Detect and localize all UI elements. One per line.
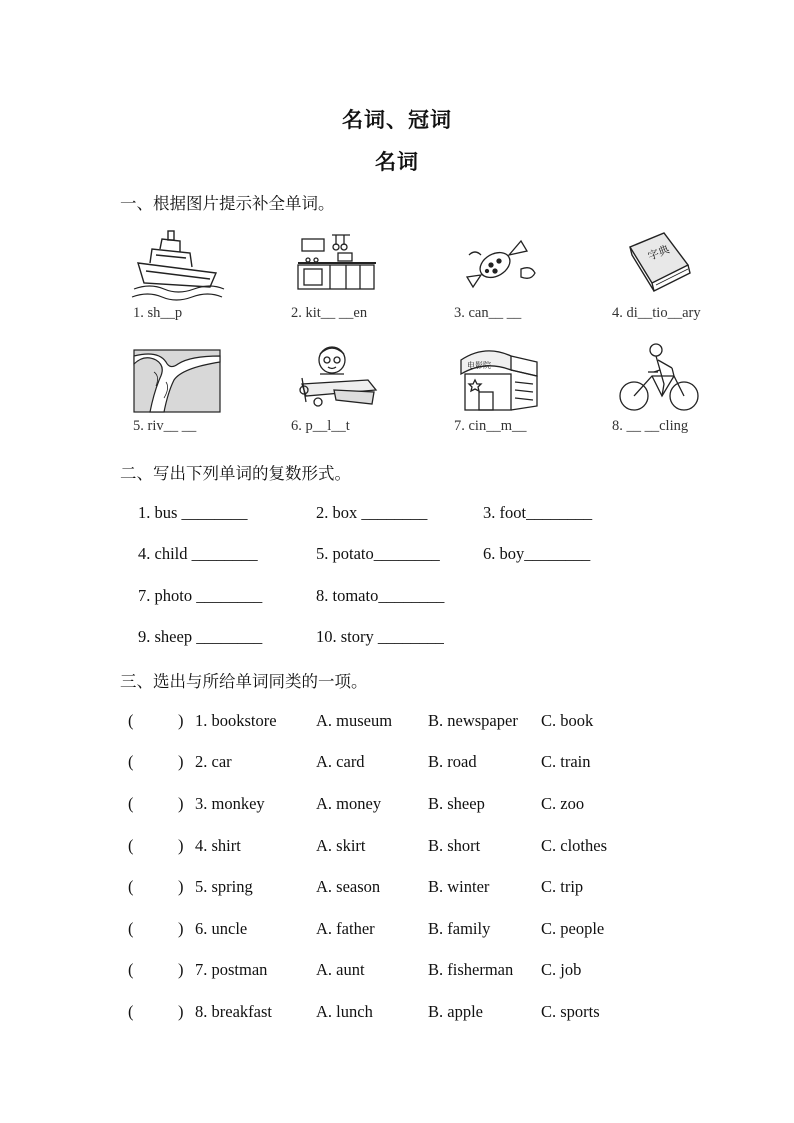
question-row-5 <box>0 877 794 901</box>
question-row-1 <box>0 711 794 735</box>
option-a: A. lunch <box>316 1002 373 1021</box>
option-b: B. winter <box>428 877 490 896</box>
kitchen-icon <box>292 225 388 315</box>
picture-caption-5: 5. riv__ __ <box>133 418 197 434</box>
question-row-4 <box>0 836 794 860</box>
option-b: B. family <box>428 919 491 938</box>
plural-item-10: 10. story ________ <box>316 627 444 646</box>
option-c: C. zoo <box>541 794 585 813</box>
page-title: 名词、冠词 <box>342 108 452 132</box>
option-b: B. short <box>428 836 481 855</box>
dictionary-book-text: 字典 <box>646 242 672 263</box>
plural-item-7: 7. photo ________ <box>138 586 263 605</box>
question-word: 2. car <box>195 752 232 771</box>
option-a: A. aunt <box>316 960 365 979</box>
dictionary-icon <box>622 225 718 315</box>
answer-paren-close: ) <box>178 836 184 855</box>
option-c: C. train <box>541 752 591 771</box>
option-b: B. newspaper <box>428 711 518 730</box>
answer-paren-open: ( <box>128 919 134 938</box>
question-word: 5. spring <box>195 877 253 896</box>
plural-item-5: 5. potato________ <box>316 544 440 563</box>
question-row-2 <box>0 752 794 776</box>
option-a: A. card <box>316 752 365 771</box>
answer-paren-close: ) <box>178 1002 184 1021</box>
answer-paren-open: ( <box>128 960 134 979</box>
answer-paren-close: ) <box>178 919 184 938</box>
question-word: 3. monkey <box>195 794 265 813</box>
plural-item-4: 4. child ________ <box>138 544 258 563</box>
question-word: 1. bookstore <box>195 711 277 730</box>
answer-paren-close: ) <box>178 711 184 730</box>
answer-paren-close: ) <box>178 960 184 979</box>
cinema-sign-text: 电影院 <box>467 361 491 370</box>
option-a: A. skirt <box>316 836 366 855</box>
question-row-6 <box>0 919 794 943</box>
plural-item-8: 8. tomato________ <box>316 586 445 605</box>
cinema-icon <box>455 340 551 430</box>
candy-icon <box>455 225 551 315</box>
option-b: B. fisherman <box>428 960 514 979</box>
option-b: B. road <box>428 752 477 771</box>
option-c: C. job <box>541 960 582 979</box>
picture-caption-2: 2. kit__ __en <box>291 305 368 321</box>
answer-paren-close: ) <box>178 877 184 896</box>
answer-paren-open: ( <box>128 752 134 771</box>
question-row-3 <box>0 794 794 818</box>
answer-paren-close: ) <box>178 752 184 771</box>
answer-paren-open: ( <box>128 877 134 896</box>
picture-caption-3: 3. can__ __ <box>454 305 522 321</box>
picture-caption-1: 1. sh__p <box>133 305 183 321</box>
picture-caption-8: 8. __ __cling <box>612 418 689 434</box>
option-a: A. father <box>316 919 375 938</box>
option-a: A. money <box>316 794 382 813</box>
option-b: B. apple <box>428 1002 483 1021</box>
option-a: A. museum <box>316 711 393 730</box>
section2-heading: 二、写出下列单词的复数形式。 <box>120 464 351 483</box>
option-c: C. sports <box>541 1002 600 1021</box>
option-c: C. clothes <box>541 836 607 855</box>
pilot-icon <box>292 340 388 430</box>
answer-paren-open: ( <box>128 1002 134 1021</box>
cyclist-icon <box>612 340 708 430</box>
section3-heading: 三、选出与所给单词同类的一项。 <box>120 672 368 691</box>
plural-item-3: 3. foot________ <box>483 503 593 522</box>
answer-paren-open: ( <box>128 836 134 855</box>
picture-caption-7: 7. cin__m__ <box>454 418 527 434</box>
section1-heading: 一、根据图片提示补全单词。 <box>120 194 335 213</box>
question-word: 6. uncle <box>195 919 248 938</box>
question-word: 4. shirt <box>195 836 241 855</box>
option-c: C. people <box>541 919 605 938</box>
option-c: C. book <box>541 711 594 730</box>
page-subtitle: 名词 <box>375 150 419 174</box>
answer-paren-open: ( <box>128 794 134 813</box>
answer-paren-close: ) <box>178 794 184 813</box>
question-word: 7. postman <box>195 960 268 979</box>
question-row-7 <box>0 960 794 984</box>
question-row-8 <box>0 1002 794 1026</box>
option-b: B. sheep <box>428 794 485 813</box>
plural-item-6: 6. boy________ <box>483 544 591 563</box>
question-word: 8. breakfast <box>195 1002 272 1021</box>
option-a: A. season <box>316 877 381 896</box>
plural-item-9: 9. sheep ________ <box>138 627 263 646</box>
plural-item-1: 1. bus ________ <box>138 503 248 522</box>
picture-caption-6: 6. p__l__t <box>291 418 350 434</box>
ship-icon <box>130 225 226 315</box>
picture-caption-4: 4. di__tio__ary <box>612 305 701 321</box>
answer-paren-open: ( <box>128 711 134 730</box>
option-c: C. trip <box>541 877 584 896</box>
plural-item-2: 2. box ________ <box>316 503 428 522</box>
